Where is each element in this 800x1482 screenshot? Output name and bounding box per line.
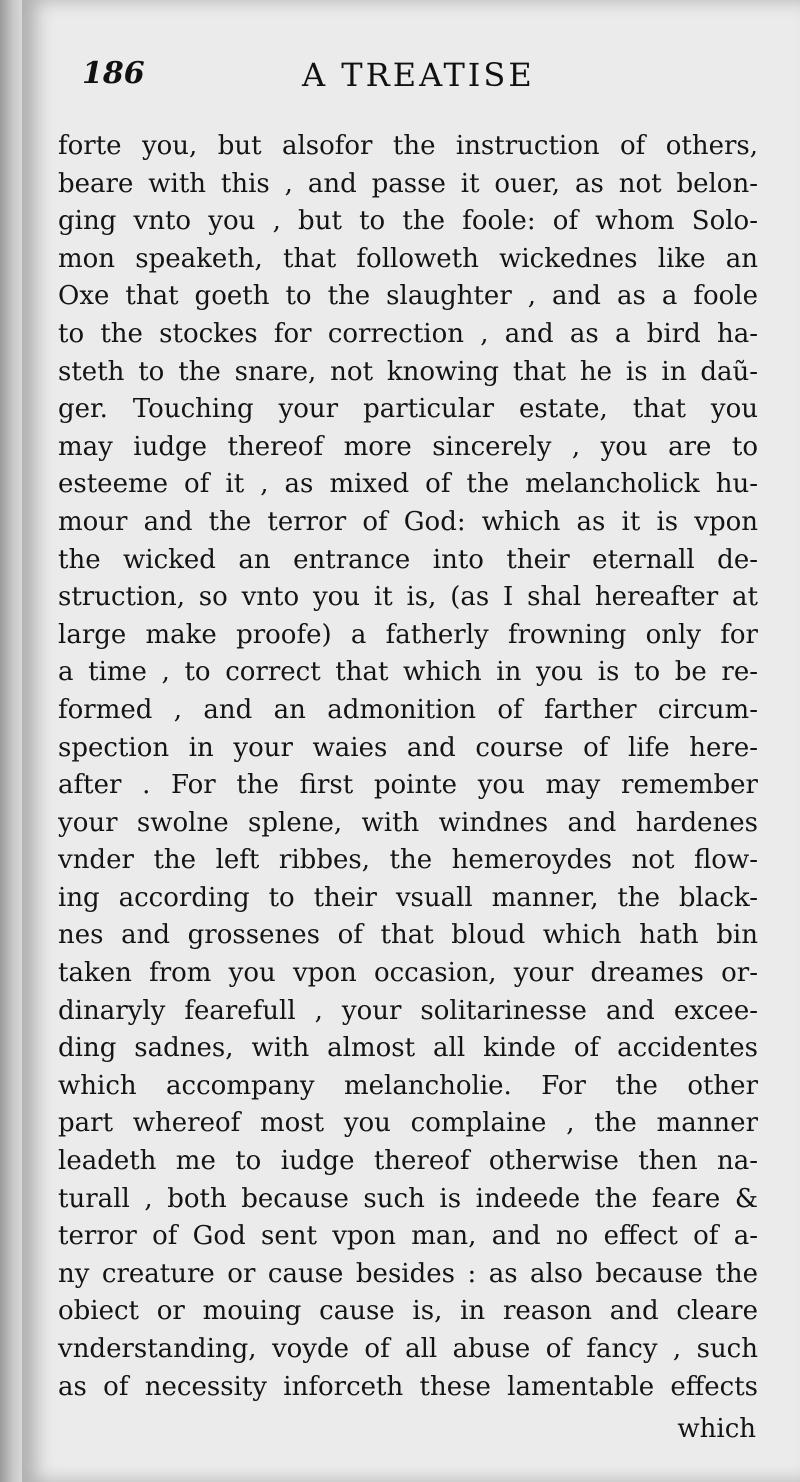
text-line: spection in your waies and course of life here- bbox=[58, 732, 758, 763]
catchword: which bbox=[677, 1414, 756, 1444]
page-gutter-shadow bbox=[0, 0, 22, 1482]
text-line: nes and grossenes of that bloud which hath bin bbox=[58, 920, 758, 951]
text-line: vnder the left ribbes, the hemeroydes not flow- bbox=[58, 845, 758, 876]
text-line: turall , both because such is indeede the feare & bbox=[58, 1183, 758, 1214]
body-text bbox=[58, 128, 758, 1406]
text-line: forte you, but alsofor the instruction of others, bbox=[58, 131, 758, 161]
page-number: 186 bbox=[82, 56, 145, 91]
running-title: A TREATISE bbox=[302, 56, 535, 94]
text-line: which accompany melancholie. For the other bbox=[58, 1070, 758, 1101]
text-line: part whereof most you complaine , the manner bbox=[58, 1108, 758, 1139]
text-line: terror of God sent vpon man, and no effect of a- bbox=[58, 1221, 758, 1252]
text-line: leadeth me to iudge thereof otherwise then na- bbox=[58, 1146, 758, 1177]
running-head bbox=[82, 56, 782, 100]
text-line: Oxe that goeth to the slaughter , and as a foole bbox=[58, 281, 758, 312]
text-line: esteeme of it , as mixed of the melancholick hu- bbox=[58, 469, 758, 500]
text-line: ding sadnes, with almost all kinde of accidentes bbox=[58, 1033, 758, 1064]
text-line: struction, so vnto you it is, (as I shal hereafter at bbox=[58, 582, 758, 613]
text-line: to the stockes for correction , and as a bird ha- bbox=[58, 318, 758, 349]
text-line: as of necessity inforceth these lamentable effects bbox=[58, 1371, 758, 1402]
text-line: beare with this , and passe it ouer, as not belon- bbox=[58, 168, 758, 199]
text-line: obiect or mouing cause is, in reason and cleare bbox=[58, 1296, 758, 1327]
text-line: large make proofe) a fatherly frowning only for bbox=[58, 619, 758, 650]
text-line: steth to the snare, not knowing that he is in daũ- bbox=[58, 356, 758, 387]
text-line: vnderstanding, voyde of all abuse of fancy , such bbox=[58, 1334, 758, 1364]
text-line: ing according to their vsuall manner, the black- bbox=[58, 882, 758, 913]
text-line: mour and the terror of God: which as it is vpon bbox=[58, 506, 758, 537]
text-line: may iudge thereof more sincerely , you are to bbox=[58, 431, 758, 462]
text-line: formed , and an admonition of farther circum- bbox=[58, 694, 758, 725]
text-line: a time , to correct that which in you is to be re- bbox=[58, 657, 758, 688]
text-line: ger. Touching your particular estate, that you bbox=[58, 394, 758, 425]
text-line: taken from you vpon occasion, your dreames or- bbox=[58, 958, 758, 989]
text-line: ny creature or cause besides : as also because the bbox=[58, 1258, 758, 1289]
text-line: mon speaketh, that followeth wickednes like an bbox=[58, 243, 758, 274]
text-line: dinaryly fearefull , your solitarinesse and excee- bbox=[58, 995, 758, 1026]
text-line: after . For the first pointe you may remember bbox=[58, 770, 758, 801]
text-line: the wicked an entrance into their eternall de- bbox=[58, 544, 758, 575]
text-line: ging vnto you , but to the foole: of whom Solo- bbox=[58, 206, 758, 237]
text-line: your swolne splene, with windnes and hardenes bbox=[58, 807, 758, 838]
